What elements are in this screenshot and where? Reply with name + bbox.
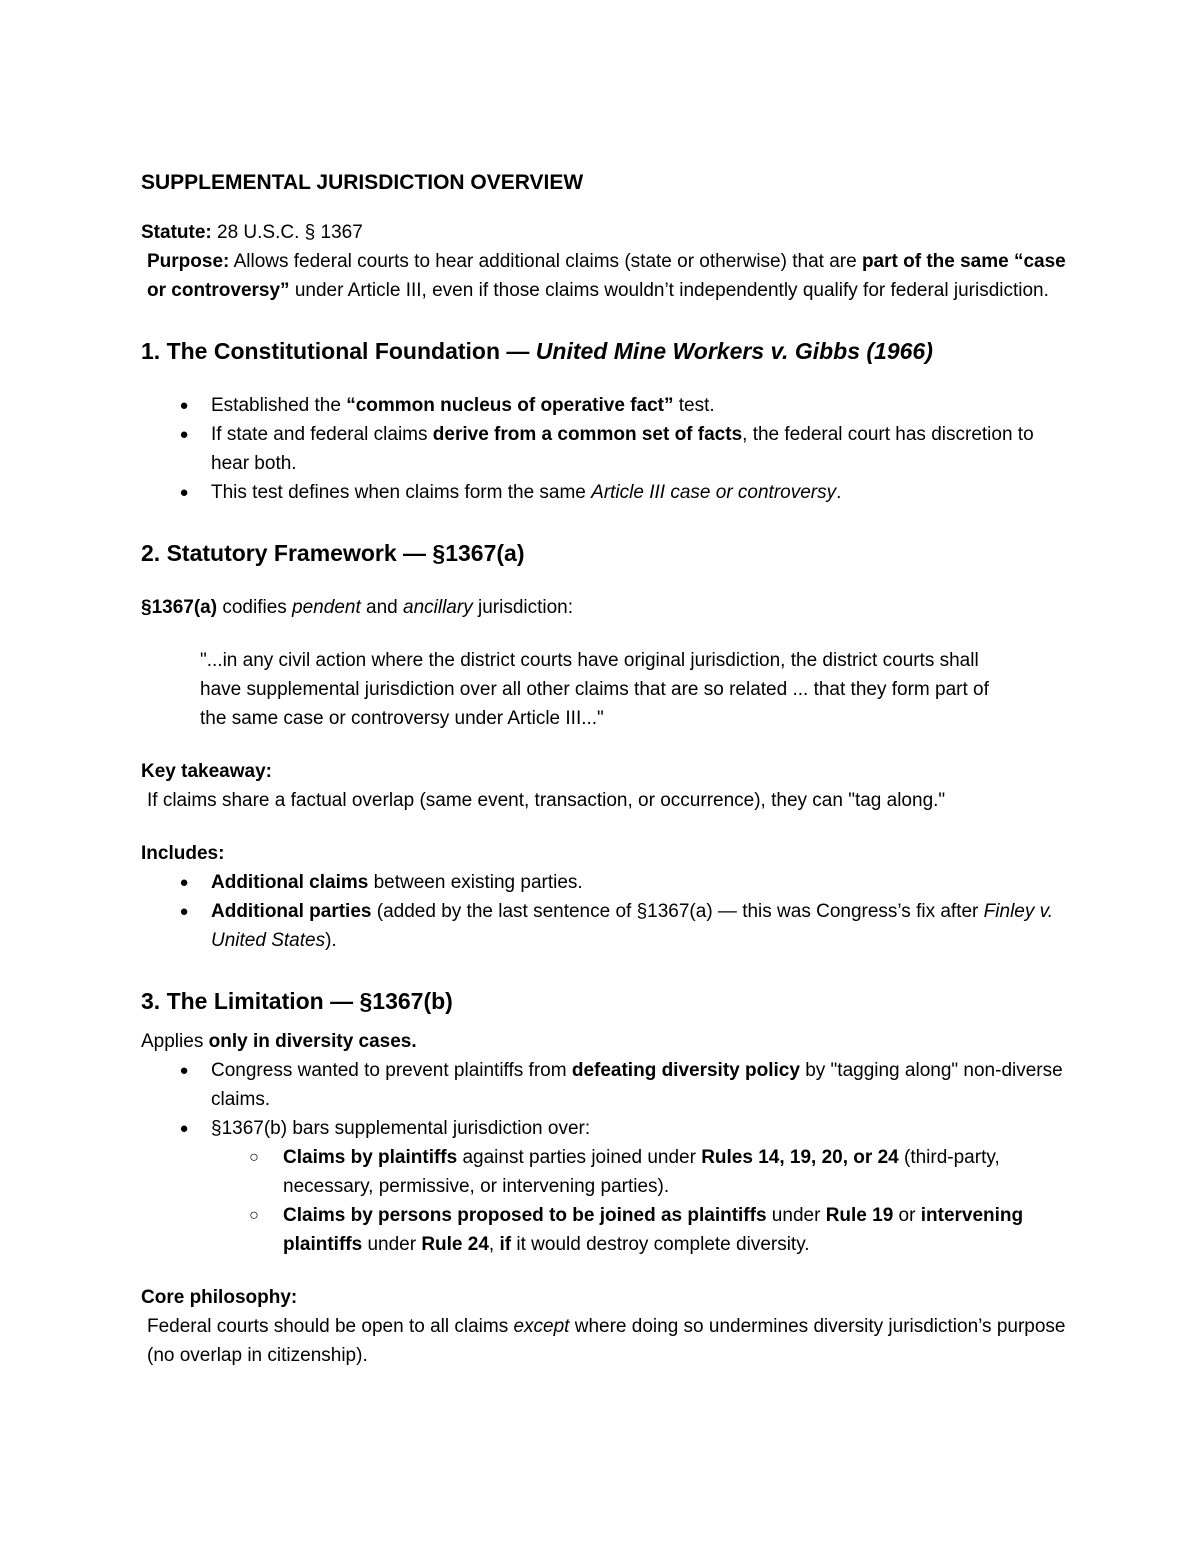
includes-label-text: Includes: (141, 843, 225, 864)
item-text: ). (325, 930, 337, 951)
item-emphasis: Claims by plaintiffs (283, 1147, 458, 1168)
item-text: (added by the last sentence of §1367(a) — this was Congress’s fix after (371, 901, 984, 922)
para-italic: pendent (292, 597, 361, 618)
codifies-paragraph (141, 593, 1071, 622)
section-1-heading (141, 335, 1071, 367)
item-text: between existing parties. (368, 872, 583, 893)
list-item (141, 1056, 1071, 1114)
purpose-text-end: under Article III, even if those claims wouldn’t independently qualify for federal jurisdiction. (289, 280, 1049, 301)
document-title: SUPPLEMENTAL JURISDICTION OVERVIEW (141, 171, 584, 194)
item-text: Congress wanted to prevent plaintiffs from (211, 1060, 572, 1081)
core-philosophy-label-text: Core philosophy: (141, 1287, 298, 1308)
item-text: or (893, 1205, 921, 1226)
key-takeaway-label (141, 757, 1071, 786)
item-text: If state and federal claims (211, 424, 433, 445)
key-takeaway-label-text: Key takeaway: (141, 761, 272, 782)
statute-quote: "...in any civil action where the district courts have original jurisdiction, the district courts shall have supplemental jurisdiction over all other claims that are so related ... that they form part of the same case or controversy under Article III..." (200, 650, 989, 729)
item-emphasis: Rule 24 (421, 1234, 489, 1255)
bullet-icon: ● (179, 874, 189, 891)
list-item (141, 420, 1071, 478)
circle-bullet-icon: ○ (249, 1207, 259, 1224)
item-italic: Finley v. United States (211, 901, 1054, 951)
section-2-heading: 2. Statutory Framework — §1367(a) (141, 540, 525, 566)
item-text: under (362, 1234, 422, 1255)
section-1-heading-text: 1. The Constitutional Foundation — (141, 338, 536, 364)
applies-line (141, 1027, 1071, 1056)
sub-list-item (211, 1143, 1071, 1201)
item-emphasis: Additional claims (211, 872, 369, 893)
item-emphasis: Claims by persons proposed to be joined as plaintiffs (283, 1205, 767, 1226)
purpose-paragraph (141, 247, 1071, 305)
key-takeaway-text: If claims share a factual overlap (same event, transaction, or occurrence), they can "tag along." (147, 790, 946, 811)
item-emphasis: Additional parties (211, 901, 372, 922)
item-text: it would destroy complete diversity. (511, 1234, 810, 1255)
section-1-case-name: United Mine Workers v. Gibbs (1966) (535, 338, 933, 364)
para-italic: except (513, 1316, 570, 1337)
item-text: §1367(b) bars supplemental jurisdiction over: (211, 1118, 591, 1139)
bullet-icon: ● (179, 1120, 189, 1137)
item-text: (third-party, necessary, permissive, or intervening parties). (283, 1147, 1000, 1197)
item-italic: Article III case or controversy (591, 482, 837, 503)
core-philosophy-label (141, 1283, 1071, 1312)
list-item (141, 897, 1071, 955)
item-text: This test defines when claims form the same (211, 482, 592, 503)
item-emphasis: derive from a common set of facts (432, 424, 743, 445)
para-text: Federal courts should be open to all claims (147, 1316, 514, 1337)
statute-line (141, 218, 1071, 247)
includes-bullet-list (141, 868, 1071, 955)
list-item (141, 1114, 1071, 1259)
para-italic: ancillary (403, 597, 473, 618)
para-text: where doing so undermines diversity jurisdiction’s purpose (no overlap in citizenship). (147, 1316, 1066, 1366)
item-emphasis: intervening plaintiffs (283, 1205, 1024, 1255)
statute-label: Statute: (141, 222, 212, 243)
includes-label (141, 839, 1071, 868)
item-text: . (836, 482, 842, 503)
bullet-icon: ● (179, 426, 189, 443)
statute-ref: §1367(a) (141, 597, 218, 618)
para-text: Applies (141, 1031, 209, 1052)
list-item (141, 391, 1071, 420)
document-page (141, 168, 1071, 1370)
para-text: jurisdiction: (472, 597, 574, 618)
para-text: and (360, 597, 403, 618)
section-1-bullet-list (141, 391, 1071, 507)
item-emphasis: “common nucleus of operative fact” (346, 395, 674, 416)
purpose-emphasis: part of the same “case or controversy” (147, 251, 1066, 301)
item-text: under (766, 1205, 826, 1226)
item-emphasis: Rule 19 (825, 1205, 894, 1226)
sub-bullet-list (211, 1143, 1071, 1259)
purpose-text: Allows federal courts to hear additional claims (state or otherwise) that are (229, 251, 862, 272)
section-3-bullet-list (141, 1056, 1071, 1259)
section-3-heading: 3. The Limitation — §1367(b) (141, 988, 453, 1014)
item-emphasis: if (499, 1234, 512, 1255)
list-item (141, 868, 1071, 897)
statute-value: 28 U.S.C. § 1367 (211, 222, 363, 243)
bullet-icon: ● (179, 903, 189, 920)
purpose-label: Purpose: (147, 251, 230, 272)
item-text: , (488, 1234, 500, 1255)
item-emphasis: Rules 14, 19, 20, or 24 (701, 1147, 899, 1168)
bullet-icon: ● (179, 484, 189, 501)
item-text: , the federal court has discretion to hear both. (211, 424, 1034, 474)
bullet-icon: ● (179, 1062, 189, 1079)
item-emphasis: defeating diversity policy (571, 1060, 800, 1081)
bullet-icon: ● (179, 397, 189, 414)
list-item (141, 478, 1071, 507)
para-emphasis: only in diversity cases. (208, 1031, 417, 1052)
sub-list-item (211, 1201, 1071, 1259)
item-text: by "tagging along" non-diverse claims. (211, 1060, 1063, 1110)
item-text: Established the (211, 395, 347, 416)
circle-bullet-icon: ○ (249, 1149, 259, 1166)
item-text: against parties joined under (457, 1147, 702, 1168)
core-philosophy-text (141, 1312, 1071, 1370)
para-text: codifies (217, 597, 293, 618)
item-text: test. (673, 395, 715, 416)
